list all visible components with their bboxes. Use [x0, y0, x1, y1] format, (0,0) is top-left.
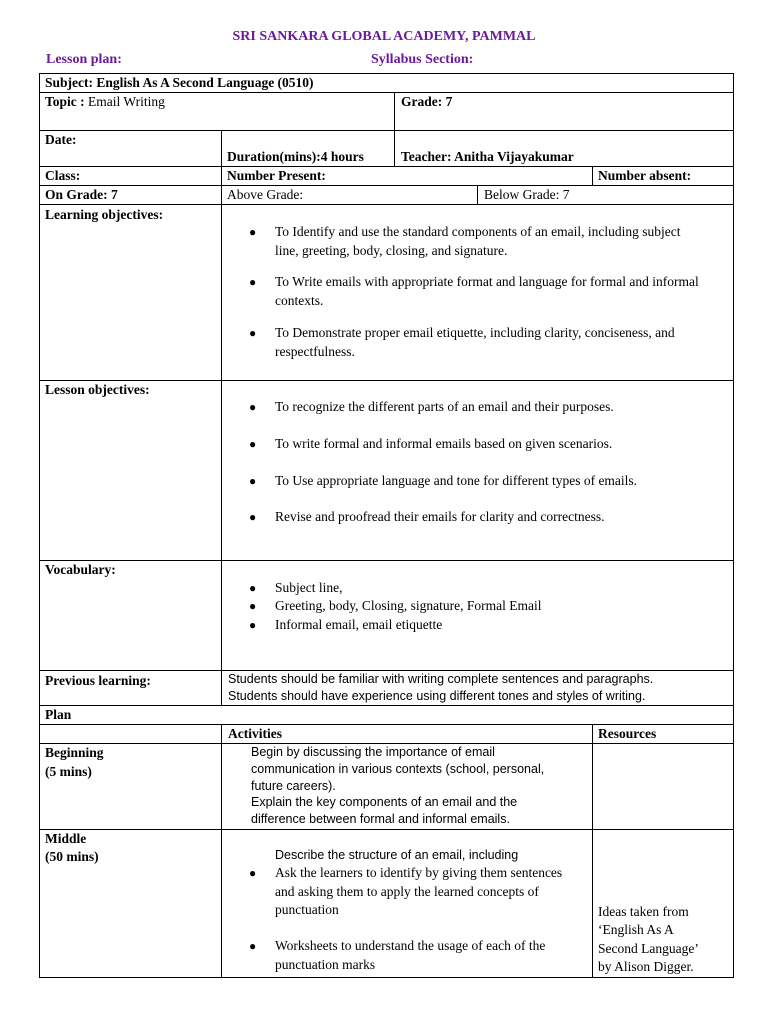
plan-label: Plan [45, 707, 72, 722]
teacher-text: Teacher: Anitha Vijayakumar [401, 149, 574, 164]
bullet-icon: ● [249, 599, 257, 613]
previous-learning-line: Students should be familiar with writing complete sentences and paragraphs. [228, 672, 654, 686]
bullet-icon: ● [249, 400, 257, 414]
beginning-line: future careers). [251, 779, 336, 793]
school-title: SRI SANKARA GLOBAL ACADEMY, PAMMAL [232, 29, 536, 44]
topic-label: Topic : [45, 94, 85, 109]
vocabulary-label: Vocabulary: [45, 562, 116, 577]
topic-value: Email Writing [88, 94, 165, 109]
syllabus-section-label: Syllabus Section: [371, 52, 474, 67]
date-label: Date: [45, 132, 77, 147]
lesson-plan-label: Lesson plan: [46, 52, 122, 67]
lesson-objectives-label: Lesson objectives: [45, 382, 150, 397]
resource-line: Ideas taken from [598, 904, 689, 919]
bullet-icon: ● [249, 510, 257, 524]
middle-intro: Describe the structure of an email, including [275, 848, 519, 862]
grade-text: Grade: 7 [401, 94, 453, 109]
bullet-icon: ● [249, 866, 257, 880]
resource-line: by Alison Digger. [598, 959, 694, 974]
middle-time: (50 mins) [45, 849, 99, 864]
below-grade-text: Below Grade: 7 [484, 187, 570, 202]
resource-line: ‘English As A [598, 922, 674, 937]
above-grade-text: Above Grade: [227, 187, 304, 202]
beginning-line: Begin by discussing the importance of email [251, 745, 495, 759]
bullet-icon: ● [249, 618, 257, 632]
beginning-line: Explain the key components of an email and the [251, 795, 518, 809]
bullet-icon: ● [249, 225, 257, 239]
duration-text: Duration(mins):4 hours [227, 149, 364, 164]
bullet-icon: ● [249, 326, 257, 340]
previous-learning-label: Previous learning: [45, 673, 151, 688]
learning-objectives-label: Learning objectives: [45, 207, 164, 222]
beginning-label: Beginning [45, 745, 104, 760]
resource-line: Second Language’ [598, 941, 699, 956]
topic-row [45, 93, 165, 111]
bullet-icon: ● [249, 581, 257, 595]
bullet-icon: ● [249, 939, 257, 953]
subject-text: Subject: English As A Second Language (0510) [45, 75, 314, 90]
beginning-line: communication in various contexts (school, personal, [251, 762, 545, 776]
activities-header: Activities [228, 726, 282, 741]
previous-learning-line: Students should have experience using different tones and styles of writing. [228, 689, 646, 703]
resources-header: Resources [598, 726, 657, 741]
beginning-line: difference between formal and informal emails. [251, 812, 510, 826]
on-grade-text: On Grade: 7 [45, 187, 118, 202]
number-present-label: Number Present: [227, 168, 326, 183]
class-label: Class: [45, 168, 81, 183]
bullet-icon: ● [249, 275, 257, 289]
number-absent-label: Number absent: [598, 168, 692, 183]
middle-label: Middle [45, 831, 87, 846]
bullet-icon: ● [249, 437, 257, 451]
bullet-icon: ● [249, 474, 257, 488]
beginning-time: (5 mins) [45, 764, 92, 779]
